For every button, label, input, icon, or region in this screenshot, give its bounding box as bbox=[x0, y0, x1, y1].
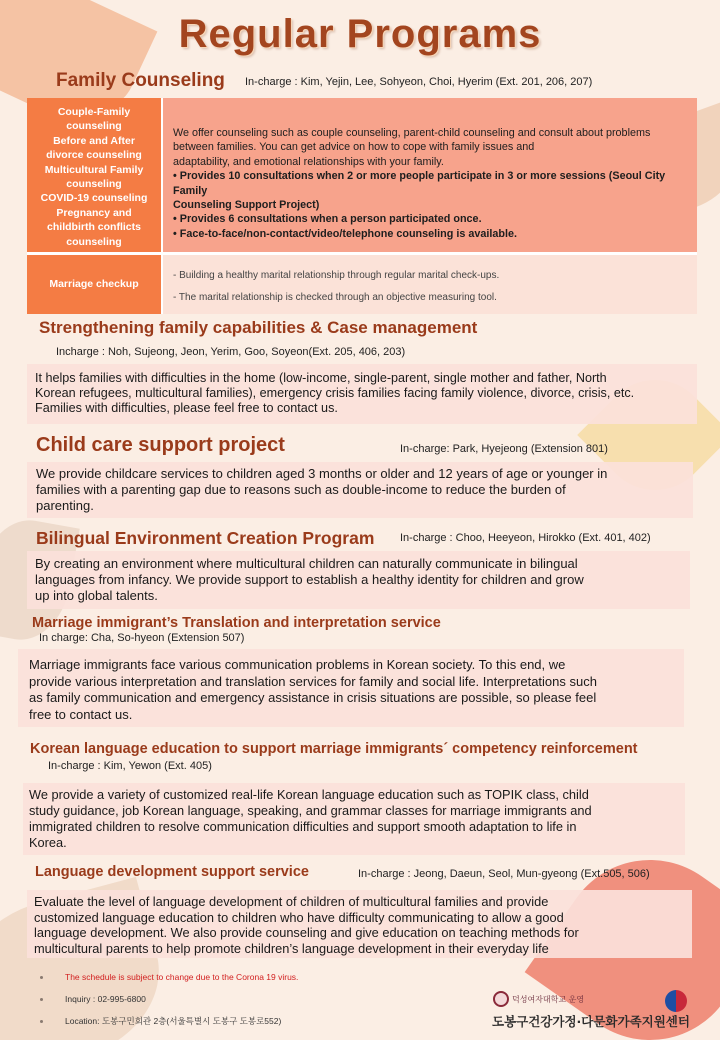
language-dev-description bbox=[27, 890, 692, 958]
program-name: divorce counseling bbox=[46, 149, 142, 162]
korean-language-description bbox=[23, 783, 685, 855]
description-line: We provide childcare services to children aged 3 months or older and 12 years of age or younger in bbox=[36, 466, 608, 481]
program-name: counseling bbox=[66, 120, 122, 133]
bullet-icon bbox=[40, 1020, 43, 1023]
child-care-description bbox=[27, 462, 693, 518]
strengthening-description bbox=[27, 364, 697, 424]
program-name: Couple-Family bbox=[57, 106, 131, 118]
family-counseling-title: Family Counseling bbox=[56, 70, 225, 91]
description-line: Korean refugees, multicultural families), emergency crisis families facing family violence, divorce, crisis, etc. bbox=[35, 386, 635, 400]
description-line: - The marital relationship is checked through an objective measuring tool. bbox=[173, 292, 497, 303]
language-dev-title: Language development support service bbox=[35, 864, 309, 880]
description-line: - Building a healthy marital relationship through regular marital check-ups. bbox=[173, 270, 500, 281]
translation-title: Marriage immigrant’s Translation and interpretation service bbox=[32, 615, 441, 631]
program-list-cell bbox=[27, 98, 161, 252]
strengthening-incharge: Incharge : Noh, Sujeong, Jeon, Yerim, Goo, Soyeon(Ext. 205, 406, 203) bbox=[56, 346, 406, 358]
notice-text: The schedule is subject to change due to the Corona 19 virus. bbox=[65, 972, 299, 982]
description-line: provide various interpretation and translation services for family and social life. Interpretations such bbox=[29, 673, 597, 689]
program-list-cell bbox=[27, 255, 161, 314]
description-bullet: Counseling Support Project) bbox=[173, 199, 320, 212]
program-name: counseling bbox=[66, 178, 122, 191]
footer-inquiry bbox=[40, 994, 146, 1004]
korean-language-title: Korean language education to support marriage immigrants´ competency reinforcement bbox=[30, 741, 638, 757]
organization-name: 도봉구건강가정·다문화가족지원센터 bbox=[492, 1014, 690, 1029]
description-line: multicultural parents to help promote children’s language development in their everyday life bbox=[34, 940, 549, 956]
strengthening-title: Strengthening family capabilities & Case management bbox=[39, 318, 478, 337]
description-line: customized language education to children who have difficulty communicating to allow a good bbox=[34, 909, 564, 925]
child-care-title: Child care support project bbox=[36, 434, 285, 456]
table-row bbox=[27, 255, 697, 314]
footer-notice bbox=[40, 972, 298, 982]
description-line: free to contact us. bbox=[29, 706, 133, 722]
description-line: We offer counseling such as couple counseling, parent-child counseling and consult about problems bbox=[173, 127, 651, 139]
description-line: Marriage immigrants face various communication problems in Korean society. To this end, we bbox=[29, 657, 566, 672]
description-bullet: • Face-to-face/non-contact/video/telephone counseling is available. bbox=[173, 227, 517, 240]
description-line: It helps families with difficulties in the home (low-income, single-parent, single mother and father, North bbox=[35, 371, 607, 385]
program-name: COVID-19 counseling bbox=[40, 192, 148, 205]
description-line: languages from infancy. We provide support to establish a healthy identity for children and grow bbox=[35, 572, 584, 587]
program-name: Marriage checkup bbox=[49, 278, 139, 291]
description-line: study guidance, job Korean language, speaking, and grammar classes for marriage immigrants and bbox=[29, 803, 592, 818]
page-title: Regular Programs bbox=[178, 12, 542, 56]
korean-language-incharge: In-charge : Kim, Yewon (Ext. 405) bbox=[48, 760, 212, 772]
description-line: parenting. bbox=[36, 498, 94, 513]
description-line: Evaluate the level of language development of children of multicultural families and provide bbox=[34, 894, 549, 909]
program-description-cell bbox=[161, 255, 697, 314]
bullet-icon bbox=[40, 976, 43, 979]
language-dev-incharge: In-charge : Jeong, Daeun, Seol, Mun-gyeong (Ext.505, 506) bbox=[358, 868, 650, 880]
program-description-cell bbox=[161, 98, 697, 252]
description-line: as family communication and emergency assistance in crisis situations are possible, so please feel bbox=[29, 690, 597, 705]
family-counseling-table bbox=[27, 98, 697, 314]
government-emblem-icon bbox=[665, 990, 687, 1012]
bullet-icon bbox=[40, 998, 43, 1001]
description-line: Korea. bbox=[29, 835, 67, 850]
description-line: immigrated children to resolve communication difficulties and support smooth adaptation to life in bbox=[29, 819, 577, 834]
program-name: Multicultural Family bbox=[44, 163, 144, 176]
table-row bbox=[27, 98, 697, 252]
bilingual-incharge: In-charge : Choo, Heeyeon, Hirokko (Ext. 401, 402) bbox=[400, 532, 651, 544]
description-line: adaptability, and emotional relationships with your family. bbox=[173, 155, 444, 168]
description-line: We provide a variety of customized real-life Korean language education such as TOPIK class, child bbox=[29, 787, 589, 802]
description-line: families with a parenting gap due to reasons such as double-income to reduce the burden of bbox=[36, 482, 566, 497]
description-bullet: • Provides 10 consultations when 2 or more people participate in 3 or more sessions (Seoul City Family bbox=[173, 170, 666, 197]
description-line: up into global talents. bbox=[35, 588, 158, 603]
description-line: By creating an environment where multicultural children can naturally communicate in bilingual bbox=[35, 556, 578, 571]
description-bullet: • Provides 6 consultations when a person participated once. bbox=[173, 213, 482, 226]
description-line: language development. We also provide counseling and give education on teaching methods for bbox=[34, 925, 579, 940]
child-care-incharge: In-charge: Park, Hyejeong (Extension 801) bbox=[400, 443, 608, 455]
description-line: Families with difficulties, please feel free to contact us. bbox=[35, 401, 338, 415]
program-name: Pregnancy and bbox=[56, 206, 132, 219]
translation-description bbox=[18, 649, 684, 727]
program-name: Before and After bbox=[53, 134, 135, 147]
translation-incharge: In charge: Cha, So-hyeon (Extension 507) bbox=[39, 632, 245, 644]
bilingual-title: Bilingual Environment Creation Program bbox=[36, 528, 375, 548]
description-line: between families. You can get advice on how to cope with family issues and bbox=[173, 141, 535, 154]
footer-location bbox=[40, 1015, 281, 1027]
university-seal-icon bbox=[493, 991, 509, 1007]
program-name: counseling bbox=[66, 235, 122, 248]
bilingual-description bbox=[27, 551, 690, 609]
university-name: 덕성여자대학교 운영 bbox=[512, 995, 585, 1004]
location-text: Location: 도봉구민회관 2층(서울특별시 도봉구 도봉로552) bbox=[65, 1016, 282, 1026]
inquiry-text: Inquiry : 02-995-6800 bbox=[65, 994, 146, 1004]
program-name: childbirth conflicts bbox=[47, 221, 141, 234]
family-counseling-incharge: In-charge : Kim, Yejin, Lee, Sohyeon, Choi, Hyerim (Ext. 201, 206, 207) bbox=[245, 76, 593, 88]
